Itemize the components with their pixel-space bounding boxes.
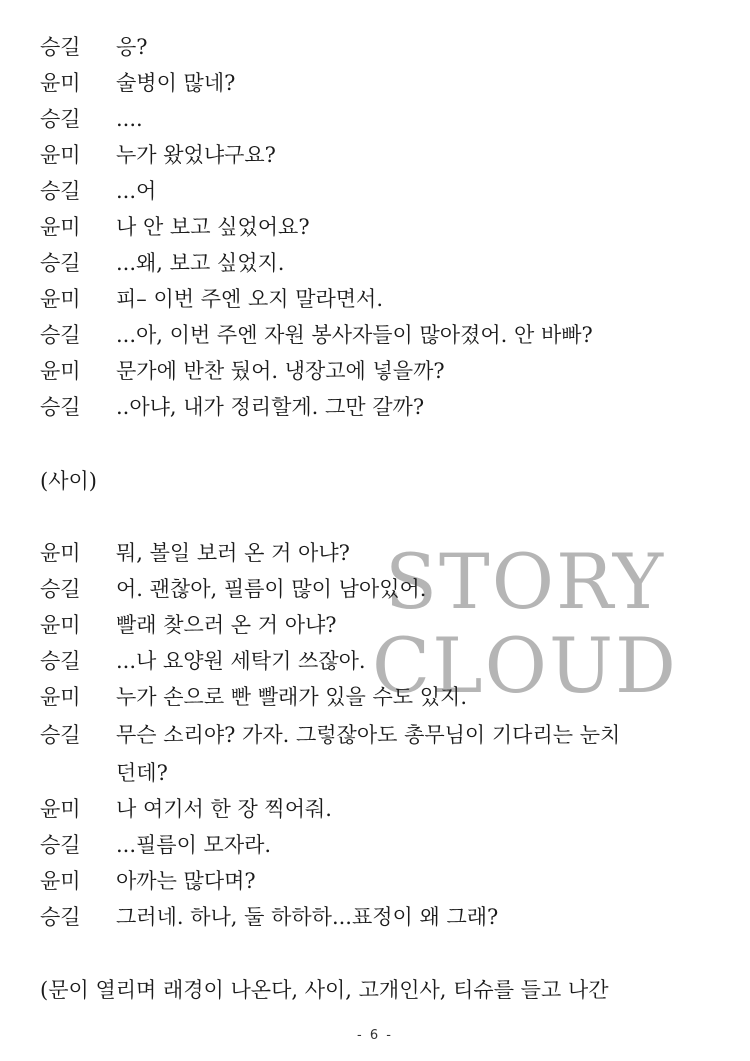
dialogue-line [40,141,276,169]
speaker-name: 윤미 [40,287,81,311]
speech-text: ..아냐, 내가 정리할게. 그만 갈까? [116,395,425,419]
speech-text: 뭐, 볼일 보러 온 거 아냐? [116,541,350,565]
speaker-name: 윤미 [40,71,81,95]
dialogue-line [40,831,271,859]
dialogue-line [40,69,235,97]
speech-text: 술병이 많네? [116,71,236,95]
speech-text: 피– 이번 주엔 오지 말라면서. [116,287,384,311]
dialogue-line [40,321,593,349]
speaker-name: 윤미 [40,797,81,821]
speech-text: 어. 괜찮아, 필름이 많이 남아있어. [116,577,427,601]
speaker-name: 승길 [40,649,81,673]
speaker-name: 윤미 [40,143,81,167]
speech-text: 누가 왔었냐구요? [116,143,276,167]
speech-text: ...아, 이번 주엔 자원 봉사자들이 많아졌어. 안 바빠? [116,323,593,347]
dialogue-line [40,611,337,639]
speaker-name: 윤미 [40,215,81,239]
speech-text: ...왜, 보고 싶었지. [116,251,285,275]
speaker-name: 승길 [40,577,81,601]
speech-text: ...필름이 모자라. [116,833,272,857]
speaker-name: 승길 [40,905,81,929]
dialogue-line [40,105,143,133]
speaker-name: 윤미 [40,613,81,637]
speech-text: 나 여기서 한 장 찍어줘. [116,797,332,821]
dialogue-line [40,867,256,895]
speaker-name: 승길 [40,323,81,347]
dialogue-line [40,539,350,567]
dialogue-line [40,33,148,61]
speech-text: 그러네. 하나, 둘 하하하...표정이 왜 그래? [116,905,499,929]
speech-text: 응? [116,35,148,59]
dialogue-line [40,285,383,313]
speaker-name: 승길 [40,35,81,59]
dialogue-line [40,721,620,749]
speaker-name: 승길 [40,179,81,203]
speaker-name: 승길 [40,723,81,747]
stage-direction-closing: (문이 열리며 래경이 나온다, 사이, 고개인사, 티슈를 들고 나간 [40,978,609,1002]
dialogue-line [40,177,156,205]
speaker-name: 승길 [40,251,81,275]
dialogue-line [40,575,426,603]
speech-text: 나 안 보고 싶었어요? [116,215,310,239]
dialogue-line [40,795,332,823]
speaker-name: 윤미 [40,685,81,709]
dialogue-line [40,249,284,277]
speaker-name: 윤미 [40,869,81,893]
speech-text: 아까는 많다며? [116,869,256,893]
dialogue-line [40,357,445,385]
speaker-name: 윤미 [40,359,81,383]
dialogue-line [40,213,310,241]
speaker-name: 승길 [40,107,81,131]
speech-text: 누가 손으로 빤 빨래가 있을 수도 있지. [116,685,468,709]
speech-text: 문가에 반찬 뒀어. 냉장고에 넣을까? [116,359,445,383]
dialogue-line [40,683,467,711]
dialogue-line [40,393,424,421]
speech-text: 빨래 찾으러 온 거 아냐? [116,613,337,637]
page-number: - 6 - [357,1028,393,1043]
speaker-name: 승길 [40,395,81,419]
dialogue-line [40,647,366,675]
speech-continuation: 던데? [116,761,168,785]
speaker-name: 승길 [40,833,81,857]
speech-text: ...나 요양원 세탁기 쓰잖아. [116,649,366,673]
speaker-name: 윤미 [40,541,81,565]
stage-direction-pause: (사이) [40,469,97,493]
dialogue-line [40,903,498,931]
watermark-story-cloud: STORY CLOUD [372,537,678,710]
speech-text: 무슨 소리야? 가자. 그렇잖아도 총무님이 기다리는 눈치 [116,723,621,747]
speech-text: ...어 [116,179,157,203]
speech-text: .... [116,107,143,131]
